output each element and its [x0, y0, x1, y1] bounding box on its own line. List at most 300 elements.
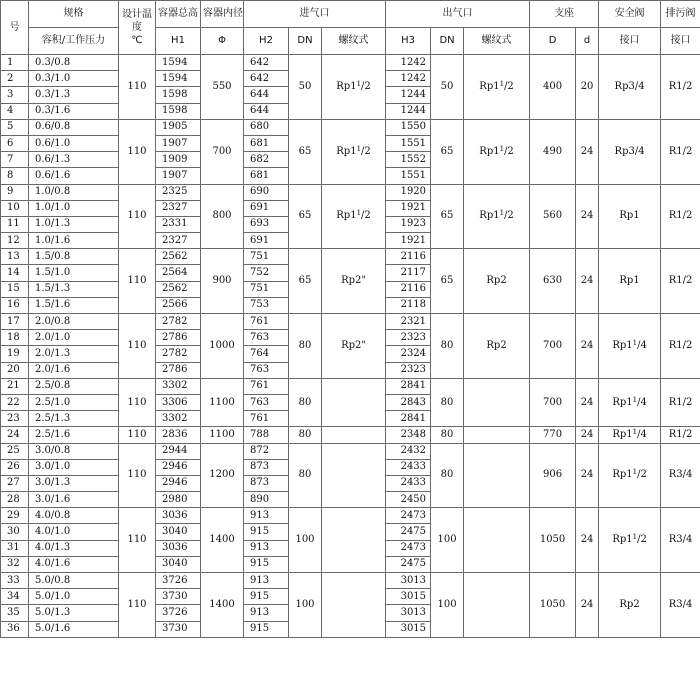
- row-number-cell: 28: [1, 492, 29, 508]
- spec-cell: 3.0/1.0: [29, 459, 119, 475]
- outlet-h3-cell: 2841: [386, 378, 431, 394]
- row-number-cell: 31: [1, 540, 29, 556]
- diameter-cell: 900: [201, 249, 244, 314]
- height-h1-cell: 1907: [156, 135, 201, 151]
- inlet-thread-cell: [322, 378, 386, 427]
- header-safety-valve-sub: 接口: [599, 28, 661, 55]
- header-inlet-h: H2: [244, 28, 289, 55]
- drain-valve-cell: R3/4: [661, 443, 700, 508]
- outlet-h3-cell: 2116: [386, 281, 431, 297]
- inlet-h2-cell: 642: [244, 71, 289, 87]
- height-h1-cell: 2836: [156, 427, 201, 443]
- outlet-h3-cell: 2841: [386, 411, 431, 427]
- safety-valve-cell: $Rp1^1/4$: [599, 427, 661, 443]
- spec-cell: 4.0/0.8: [29, 508, 119, 524]
- table-row: [1, 314, 700, 330]
- support-d2-cell: 20: [576, 55, 599, 120]
- spec-cell: 0.6/0.8: [29, 119, 119, 135]
- diameter-cell: 550: [201, 55, 244, 120]
- design-temp-cell: 110: [119, 427, 156, 443]
- outlet-h3-cell: 2323: [386, 330, 431, 346]
- header-support: 支座: [530, 1, 599, 28]
- outlet-h3-cell: 2433: [386, 475, 431, 491]
- row-number-cell: 36: [1, 621, 29, 637]
- spec-cell: 3.0/0.8: [29, 443, 119, 459]
- table-row: [1, 508, 700, 524]
- drain-valve-cell: R1/2: [661, 119, 700, 184]
- design-temp-cell: 110: [119, 443, 156, 508]
- header-outlet-dn: DN: [431, 28, 464, 55]
- safety-valve-cell: Rp1: [599, 249, 661, 314]
- outlet-h3-cell: 1244: [386, 87, 431, 103]
- inlet-h2-cell: 788: [244, 427, 289, 443]
- outlet-thread-cell: [464, 378, 530, 427]
- inlet-dn-cell: 65: [289, 119, 322, 184]
- support-d1-cell: 906: [530, 443, 576, 508]
- outlet-h3-cell: 1242: [386, 55, 431, 71]
- drain-valve-cell: R3/4: [661, 573, 700, 638]
- inlet-h2-cell: 915: [244, 524, 289, 540]
- height-h1-cell: 1598: [156, 103, 201, 119]
- inlet-h2-cell: 913: [244, 573, 289, 589]
- inlet-h2-cell: 915: [244, 589, 289, 605]
- inlet-dn-cell: 80: [289, 314, 322, 379]
- spec-cell: 2.5/1.3: [29, 411, 119, 427]
- outlet-h3-cell: 2473: [386, 540, 431, 556]
- drain-valve-cell: R1/2: [661, 378, 700, 427]
- table-row: [1, 184, 700, 200]
- outlet-thread-cell: $Rp1^1/2$: [464, 119, 530, 184]
- header-height-sub: H1: [156, 28, 201, 55]
- inlet-thread-cell: [322, 573, 386, 638]
- spec-cell: 0.3/1.3: [29, 87, 119, 103]
- safety-valve-cell: Rp3/4: [599, 55, 661, 120]
- table-body: [1, 55, 700, 638]
- spec-cell: 4.0/1.6: [29, 556, 119, 572]
- outlet-thread-cell: [464, 508, 530, 573]
- header-inlet-dn: DN: [289, 28, 322, 55]
- spec-cell: 1.5/1.0: [29, 265, 119, 281]
- height-h1-cell: 3726: [156, 573, 201, 589]
- inlet-thread-cell: $Rp1^1/2$: [322, 119, 386, 184]
- header-row-top: [1, 1, 700, 28]
- inlet-h2-cell: 890: [244, 492, 289, 508]
- height-h1-cell: 3730: [156, 589, 201, 605]
- diameter-cell: 1200: [201, 443, 244, 508]
- height-h1-cell: 3726: [156, 605, 201, 621]
- drain-valve-cell: R3/4: [661, 508, 700, 573]
- support-d1-cell: 400: [530, 55, 576, 120]
- header-spec: 规格: [29, 1, 119, 28]
- row-number-cell: 27: [1, 475, 29, 491]
- height-h1-cell: 2786: [156, 362, 201, 378]
- height-h1-cell: 2782: [156, 314, 201, 330]
- row-number-cell: 1: [1, 55, 29, 71]
- drain-valve-cell: R1/2: [661, 427, 700, 443]
- outlet-h3-cell: 2118: [386, 297, 431, 313]
- diameter-cell: 1100: [201, 378, 244, 427]
- row-number-cell: 26: [1, 459, 29, 475]
- spec-cell: 3.0/1.3: [29, 475, 119, 491]
- outlet-h3-cell: 1921: [386, 233, 431, 249]
- height-h1-cell: 2331: [156, 216, 201, 232]
- row-number-cell: 7: [1, 152, 29, 168]
- row-number-cell: 34: [1, 589, 29, 605]
- outlet-thread-cell: $Rp1^1/2$: [464, 55, 530, 120]
- row-number-cell: 6: [1, 135, 29, 151]
- row-number-cell: 20: [1, 362, 29, 378]
- inlet-h2-cell: 915: [244, 556, 289, 572]
- inlet-dn-cell: 80: [289, 378, 322, 427]
- header-inlet: 进气口: [244, 1, 386, 28]
- height-h1-cell: 3730: [156, 621, 201, 637]
- header-row-sub: [1, 28, 700, 55]
- outlet-h3-cell: 2321: [386, 314, 431, 330]
- height-h1-cell: 1909: [156, 152, 201, 168]
- spec-cell: 4.0/1.0: [29, 524, 119, 540]
- outlet-h3-cell: 2116: [386, 249, 431, 265]
- spec-cell: 5.0/1.3: [29, 605, 119, 621]
- design-temp-cell: 110: [119, 508, 156, 573]
- header-design-temp-label: 设计温度: [122, 8, 152, 33]
- row-number-cell: 15: [1, 281, 29, 297]
- header-safety-valve: 安全阀: [599, 1, 661, 28]
- outlet-dn-cell: 80: [431, 314, 464, 379]
- inlet-h2-cell: 682: [244, 152, 289, 168]
- table-row: [1, 249, 700, 265]
- safety-valve-cell: Rp2: [599, 573, 661, 638]
- support-d2-cell: 24: [576, 378, 599, 427]
- table-row: [1, 427, 700, 443]
- outlet-h3-cell: 3015: [386, 621, 431, 637]
- row-number-cell: 19: [1, 346, 29, 362]
- inlet-h2-cell: 913: [244, 605, 289, 621]
- inlet-h2-cell: 873: [244, 475, 289, 491]
- design-temp-cell: 110: [119, 55, 156, 120]
- row-number-cell: 30: [1, 524, 29, 540]
- spec-cell: 0.3/1.0: [29, 71, 119, 87]
- support-d1-cell: 560: [530, 184, 576, 249]
- height-h1-cell: 3306: [156, 394, 201, 410]
- inlet-h2-cell: 763: [244, 330, 289, 346]
- inlet-dn-cell: 65: [289, 184, 322, 249]
- safety-valve-cell: $Rp1^1/2$: [599, 443, 661, 508]
- outlet-dn-cell: 80: [431, 427, 464, 443]
- inlet-h2-cell: 644: [244, 87, 289, 103]
- inlet-h2-cell: 642: [244, 55, 289, 71]
- height-h1-cell: 2980: [156, 492, 201, 508]
- outlet-h3-cell: 1242: [386, 71, 431, 87]
- outlet-h3-cell: 2323: [386, 362, 431, 378]
- spec-cell: 2.5/1.0: [29, 394, 119, 410]
- inlet-h2-cell: 753: [244, 297, 289, 313]
- outlet-dn-cell: 50: [431, 55, 464, 120]
- support-d2-cell: 24: [576, 573, 599, 638]
- row-number-cell: 25: [1, 443, 29, 459]
- height-h1-cell: 1594: [156, 55, 201, 71]
- diameter-cell: 1000: [201, 314, 244, 379]
- inlet-thread-cell: [322, 443, 386, 508]
- inlet-h2-cell: 873: [244, 459, 289, 475]
- header-outlet: 出气口: [386, 1, 530, 28]
- spec-cell: 1.0/0.8: [29, 184, 119, 200]
- safety-valve-cell: Rp1: [599, 184, 661, 249]
- header-outlet-h: H3: [386, 28, 431, 55]
- height-h1-cell: 3302: [156, 378, 201, 394]
- outlet-h3-cell: 2843: [386, 394, 431, 410]
- outlet-thread-cell: [464, 573, 530, 638]
- outlet-h3-cell: 2432: [386, 443, 431, 459]
- outlet-thread-cell: [464, 443, 530, 508]
- table-row: [1, 378, 700, 394]
- row-number-cell: 11: [1, 216, 29, 232]
- inlet-h2-cell: 913: [244, 508, 289, 524]
- table-row: [1, 573, 700, 589]
- row-number-cell: 3: [1, 87, 29, 103]
- header-drain-valve: 排污阀: [661, 1, 700, 28]
- inlet-h2-cell: 763: [244, 362, 289, 378]
- spec-cell: 3.0/1.6: [29, 492, 119, 508]
- height-h1-cell: 3036: [156, 508, 201, 524]
- header-support-d2: d: [576, 28, 599, 55]
- spec-cell: 5.0/1.6: [29, 621, 119, 637]
- outlet-h3-cell: 1921: [386, 200, 431, 216]
- spec-cell: 5.0/0.8: [29, 573, 119, 589]
- header-outlet-thread: 螺纹式: [464, 28, 530, 55]
- header-diameter-sub: Φ: [201, 28, 244, 55]
- row-number-cell: 35: [1, 605, 29, 621]
- height-h1-cell: 2944: [156, 443, 201, 459]
- spec-cell: 0.3/1.6: [29, 103, 119, 119]
- support-d1-cell: 770: [530, 427, 576, 443]
- table-row: [1, 443, 700, 459]
- spec-cell: 2.0/1.6: [29, 362, 119, 378]
- row-number-cell: 32: [1, 556, 29, 572]
- inlet-thread-cell: Rp2": [322, 314, 386, 379]
- outlet-h3-cell: 1551: [386, 168, 431, 184]
- outlet-h3-cell: 1923: [386, 216, 431, 232]
- outlet-h3-cell: 1551: [386, 135, 431, 151]
- row-number-cell: 18: [1, 330, 29, 346]
- outlet-dn-cell: 65: [431, 249, 464, 314]
- diameter-cell: 1400: [201, 508, 244, 573]
- spec-cell: 1.0/1.3: [29, 216, 119, 232]
- inlet-dn-cell: 100: [289, 573, 322, 638]
- support-d2-cell: 24: [576, 119, 599, 184]
- inlet-h2-cell: 693: [244, 216, 289, 232]
- row-number-cell: 22: [1, 394, 29, 410]
- height-h1-cell: 2946: [156, 459, 201, 475]
- inlet-h2-cell: 752: [244, 265, 289, 281]
- inlet-dn-cell: 65: [289, 249, 322, 314]
- spec-cell: 1.5/0.8: [29, 249, 119, 265]
- inlet-h2-cell: 681: [244, 135, 289, 151]
- height-h1-cell: 2564: [156, 265, 201, 281]
- inlet-h2-cell: 763: [244, 394, 289, 410]
- diameter-cell: 1100: [201, 427, 244, 443]
- spec-cell: 0.6/1.0: [29, 135, 119, 151]
- drain-valve-cell: R1/2: [661, 314, 700, 379]
- inlet-h2-cell: 691: [244, 233, 289, 249]
- inlet-h2-cell: 681: [244, 168, 289, 184]
- table-row: [1, 55, 700, 71]
- outlet-h3-cell: 1244: [386, 103, 431, 119]
- support-d2-cell: 24: [576, 184, 599, 249]
- height-h1-cell: 2782: [156, 346, 201, 362]
- outlet-dn-cell: 80: [431, 443, 464, 508]
- header-support-d1: D: [530, 28, 576, 55]
- spec-cell: 2.0/0.8: [29, 314, 119, 330]
- drain-valve-cell: R1/2: [661, 184, 700, 249]
- spec-cell: 1.5/1.6: [29, 297, 119, 313]
- height-h1-cell: 2946: [156, 475, 201, 491]
- header-design-temp-unit: ℃: [131, 34, 143, 46]
- spec-cell: 4.0/1.3: [29, 540, 119, 556]
- diameter-cell: 1400: [201, 573, 244, 638]
- spec-cell: 1.5/1.3: [29, 281, 119, 297]
- row-number-cell: 33: [1, 573, 29, 589]
- outlet-dn-cell: 65: [431, 119, 464, 184]
- inlet-h2-cell: 913: [244, 540, 289, 556]
- outlet-h3-cell: 2117: [386, 265, 431, 281]
- safety-valve-cell: $Rp1^1/2$: [599, 508, 661, 573]
- outlet-h3-cell: 1552: [386, 152, 431, 168]
- outlet-h3-cell: 3015: [386, 589, 431, 605]
- spec-cell: 2.5/1.6: [29, 427, 119, 443]
- table-row: [1, 119, 700, 135]
- row-number-cell: 2: [1, 71, 29, 87]
- outlet-h3-cell: 2324: [386, 346, 431, 362]
- safety-valve-cell: Rp3/4: [599, 119, 661, 184]
- safety-valve-cell: $Rp1^1/4$: [599, 378, 661, 427]
- inlet-h2-cell: 690: [244, 184, 289, 200]
- support-d1-cell: 700: [530, 314, 576, 379]
- inlet-h2-cell: 764: [244, 346, 289, 362]
- inlet-dn-cell: 50: [289, 55, 322, 120]
- outlet-h3-cell: 3013: [386, 573, 431, 589]
- design-temp-cell: 110: [119, 249, 156, 314]
- outlet-h3-cell: 2348: [386, 427, 431, 443]
- inlet-dn-cell: 80: [289, 427, 322, 443]
- spec-cell: 0.3/0.8: [29, 55, 119, 71]
- inlet-h2-cell: 872: [244, 443, 289, 459]
- row-number-cell: 23: [1, 411, 29, 427]
- support-d1-cell: 490: [530, 119, 576, 184]
- row-number-cell: 4: [1, 103, 29, 119]
- design-temp-cell: 110: [119, 119, 156, 184]
- safety-valve-cell: $Rp1^1/4$: [599, 314, 661, 379]
- spec-cell: 5.0/1.0: [29, 589, 119, 605]
- row-number-cell: 12: [1, 233, 29, 249]
- height-h1-cell: 1594: [156, 71, 201, 87]
- inlet-h2-cell: 644: [244, 103, 289, 119]
- spec-cell: 1.0/1.0: [29, 200, 119, 216]
- outlet-h3-cell: 3013: [386, 605, 431, 621]
- outlet-dn-cell: 100: [431, 573, 464, 638]
- row-number-cell: 9: [1, 184, 29, 200]
- height-h1-cell: 1598: [156, 87, 201, 103]
- design-temp-cell: 110: [119, 573, 156, 638]
- inlet-thread-cell: Rp2": [322, 249, 386, 314]
- row-number-cell: 21: [1, 378, 29, 394]
- design-temp-cell: 110: [119, 314, 156, 379]
- outlet-h3-cell: 2475: [386, 556, 431, 572]
- support-d2-cell: 24: [576, 508, 599, 573]
- spec-cell: 2.5/0.8: [29, 378, 119, 394]
- drain-valve-cell: R1/2: [661, 55, 700, 120]
- header-spec-sub: 容积/工作压力: [29, 28, 119, 55]
- inlet-h2-cell: 751: [244, 249, 289, 265]
- support-d1-cell: 700: [530, 378, 576, 427]
- height-h1-cell: 2327: [156, 233, 201, 249]
- inlet-thread-cell: $Rp1^1/2$: [322, 55, 386, 120]
- design-temp-cell: 110: [119, 184, 156, 249]
- outlet-thread-cell: [464, 427, 530, 443]
- outlet-thread-cell: $Rp1^1/2$: [464, 184, 530, 249]
- spec-cell: 0.6/1.6: [29, 168, 119, 184]
- inlet-h2-cell: 915: [244, 621, 289, 637]
- header-diameter: 容器内径: [201, 1, 244, 28]
- outlet-h3-cell: 2475: [386, 524, 431, 540]
- height-h1-cell: 1905: [156, 119, 201, 135]
- height-h1-cell: 3302: [156, 411, 201, 427]
- height-h1-cell: 3040: [156, 524, 201, 540]
- support-d1-cell: 1050: [530, 573, 576, 638]
- support-d1-cell: 630: [530, 249, 576, 314]
- height-h1-cell: 1907: [156, 168, 201, 184]
- spec-cell: 2.0/1.0: [29, 330, 119, 346]
- support-d2-cell: 24: [576, 249, 599, 314]
- row-number-cell: 5: [1, 119, 29, 135]
- outlet-h3-cell: 2433: [386, 459, 431, 475]
- support-d2-cell: 24: [576, 443, 599, 508]
- inlet-h2-cell: 761: [244, 411, 289, 427]
- header-no: 号: [1, 1, 29, 55]
- outlet-dn-cell: 100: [431, 508, 464, 573]
- outlet-h3-cell: 1550: [386, 119, 431, 135]
- design-temp-cell: 110: [119, 378, 156, 427]
- header-drain-valve-sub: 接口: [661, 28, 700, 55]
- outlet-h3-cell: 2473: [386, 508, 431, 524]
- height-h1-cell: 2562: [156, 249, 201, 265]
- inlet-h2-cell: 761: [244, 314, 289, 330]
- drain-valve-cell: R1/2: [661, 249, 700, 314]
- row-number-cell: 16: [1, 297, 29, 313]
- inlet-thread-cell: [322, 427, 386, 443]
- support-d2-cell: 24: [576, 314, 599, 379]
- inlet-thread-cell: $Rp1^1/2$: [322, 184, 386, 249]
- height-h1-cell: 2786: [156, 330, 201, 346]
- support-d1-cell: 1050: [530, 508, 576, 573]
- header-inlet-thread: 螺纹式: [322, 28, 386, 55]
- support-d2-cell: 24: [576, 427, 599, 443]
- outlet-thread-cell: Rp2: [464, 314, 530, 379]
- outlet-h3-cell: 1920: [386, 184, 431, 200]
- row-number-cell: 29: [1, 508, 29, 524]
- inlet-dn-cell: 80: [289, 443, 322, 508]
- row-number-cell: 13: [1, 249, 29, 265]
- header-height: 容器总高: [156, 1, 201, 28]
- inlet-thread-cell: [322, 508, 386, 573]
- outlet-dn-cell: 80: [431, 378, 464, 427]
- diameter-cell: 800: [201, 184, 244, 249]
- height-h1-cell: 3040: [156, 556, 201, 572]
- outlet-dn-cell: 65: [431, 184, 464, 249]
- height-h1-cell: 2327: [156, 200, 201, 216]
- height-h1-cell: 2325: [156, 184, 201, 200]
- height-h1-cell: 3036: [156, 540, 201, 556]
- row-number-cell: 24: [1, 427, 29, 443]
